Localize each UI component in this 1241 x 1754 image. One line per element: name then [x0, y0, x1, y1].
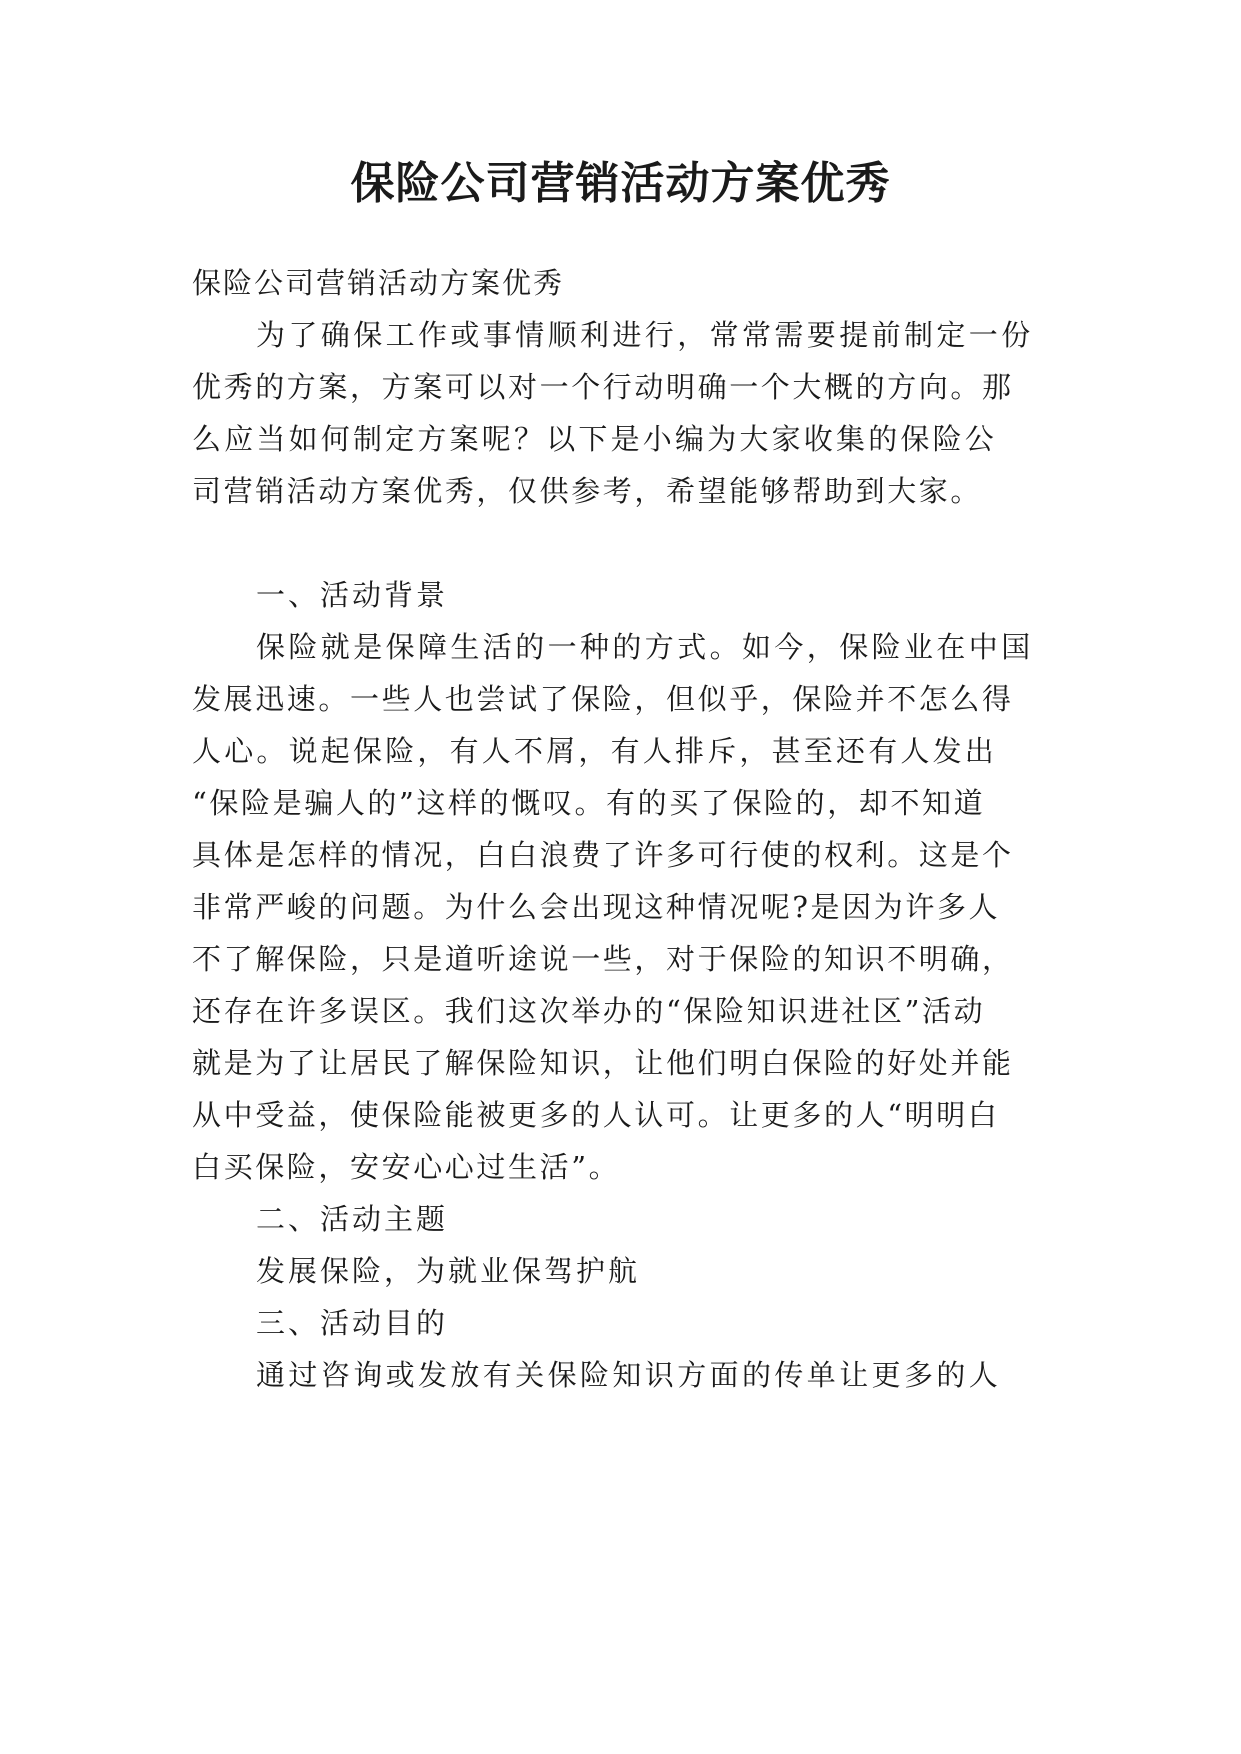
section-heading-purpose: 三、活动目的	[256, 1306, 449, 1340]
section-heading-theme: 二、活动主题	[256, 1202, 449, 1236]
background-line-10: 从中受益，使保险能被更多的人认可。让更多的人“明明白	[192, 1098, 1000, 1132]
intro-line-1: 为了确保工作或事情顺利进行，常常需要提前制定一份	[256, 318, 1034, 352]
purpose-line-1: 通过咨询或发放有关保险知识方面的传单让更多的人	[256, 1358, 1002, 1392]
background-line-8: 还存在许多误区。我们这次举办的“保险知识进社区”活动	[192, 994, 986, 1028]
document-title: 保险公司营销活动方案优秀	[350, 158, 891, 209]
intro-line-2: 优秀的方案，方案可以对一个行动明确一个大概的方向。那	[192, 370, 1014, 404]
intro-line-4: 司营销活动方案优秀，仅供参考，希望能够帮助到大家。	[192, 474, 983, 508]
background-line-2: 发展迅速。一些人也尝试了保险，但似乎，保险并不怎么得	[192, 682, 1014, 716]
background-line-3: 人心。说起保险，有人不屑，有人排斥，甚至还有人发出	[192, 734, 998, 768]
theme-line: 发展保险，为就业保驾护航	[256, 1254, 641, 1288]
background-line-1: 保险就是保障生活的一种的方式。如今，保险业在中国	[256, 630, 1034, 664]
subtitle-line: 保险公司营销活动方案优秀	[192, 266, 565, 300]
background-line-6: 非常严峻的问题。为什么会出现这种情况呢?是因为许多人	[192, 890, 1001, 924]
background-line-11: 白买保险，安安心心过生活”。	[192, 1150, 621, 1184]
section-heading-background: 一、活动背景	[256, 578, 449, 612]
background-line-7: 不了解保险，只是道听途说一些，对于保险的知识不明确，	[192, 942, 1014, 976]
background-line-9: 就是为了让居民了解保险知识，让他们明白保险的好处并能	[192, 1046, 1014, 1080]
intro-line-3: 么应当如何制定方案呢？以下是小编为大家收集的保险公	[192, 422, 998, 456]
background-line-4: “保险是骗人的”这样的慨叹。有的买了保险的，却不知道	[192, 786, 986, 820]
background-line-5: 具体是怎样的情况，白白浪费了许多可行使的权利。这是个	[192, 838, 1014, 872]
